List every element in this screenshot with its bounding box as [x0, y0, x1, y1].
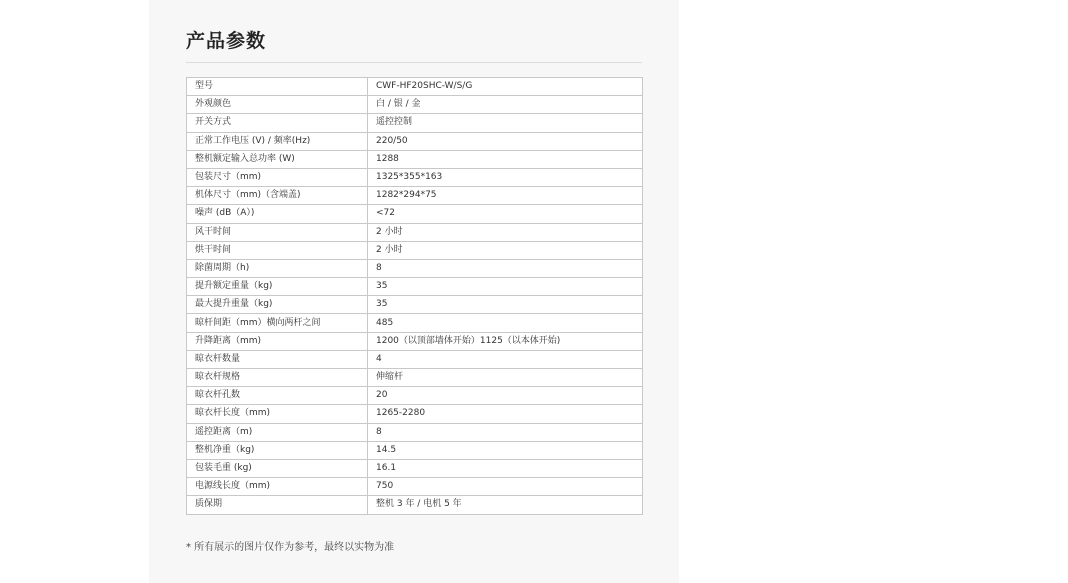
spec-value: 750 — [368, 478, 643, 496]
spec-label: 晾衣杆孔数 — [187, 387, 368, 405]
spec-value: 8 — [368, 423, 643, 441]
table-row — [187, 423, 643, 441]
table-row — [187, 278, 643, 296]
spec-value: 14.5 — [368, 441, 643, 459]
spec-label: 外观颜色 — [187, 96, 368, 114]
table-row — [187, 332, 643, 350]
spec-value: 35 — [368, 278, 643, 296]
spec-value: 4 — [368, 350, 643, 368]
table-row — [187, 314, 643, 332]
table-row — [187, 205, 643, 223]
spec-label: 整机净重（kg) — [187, 441, 368, 459]
spec-label: 烘干时间 — [187, 241, 368, 259]
spec-label: 风干时间 — [187, 223, 368, 241]
spec-value: 8 — [368, 259, 643, 277]
spec-label: 升降距离（mm) — [187, 332, 368, 350]
spec-value: 1288 — [368, 150, 643, 168]
spec-value: 整机 3 年 / 电机 5 年 — [368, 496, 643, 514]
table-row — [187, 496, 643, 514]
spec-label: 遥控距离（m) — [187, 423, 368, 441]
spec-value: 485 — [368, 314, 643, 332]
table-row — [187, 441, 643, 459]
spec-label: 最大提升重量（kg) — [187, 296, 368, 314]
spec-value: 1325*355*163 — [368, 168, 643, 186]
table-row — [187, 296, 643, 314]
spec-value: 遥控控制 — [368, 114, 643, 132]
title-divider — [186, 62, 642, 63]
spec-label: 包装毛重 (kg) — [187, 459, 368, 477]
spec-value: 16.1 — [368, 459, 643, 477]
table-row — [187, 223, 643, 241]
page-title: 产品参数 — [186, 30, 267, 52]
table-row — [187, 405, 643, 423]
spec-label: 正常工作电压 (V) / 频率(Hz) — [187, 132, 368, 150]
spec-value: 20 — [368, 387, 643, 405]
spec-value: 220/50 — [368, 132, 643, 150]
spec-label: 机体尺寸（mm)（含端盖) — [187, 187, 368, 205]
spec-label: 晾杆间距（mm）横向两杆之间 — [187, 314, 368, 332]
table-row — [187, 168, 643, 186]
table-row — [187, 150, 643, 168]
spec-label: 包装尺寸（mm) — [187, 168, 368, 186]
spec-label: 除菌周期（h) — [187, 259, 368, 277]
spec-label: 整机额定输入总功率 (W) — [187, 150, 368, 168]
spec-value: 1265-2280 — [368, 405, 643, 423]
spec-label: 型号 — [187, 78, 368, 96]
spec-value: 1282*294*75 — [368, 187, 643, 205]
table-row — [187, 114, 643, 132]
spec-label: 晾衣杆规格 — [187, 369, 368, 387]
spec-label: 电源线长度（mm) — [187, 478, 368, 496]
spec-table — [186, 77, 643, 515]
table-row — [187, 78, 643, 96]
spec-value: 伸缩杆 — [368, 369, 643, 387]
table-row — [187, 96, 643, 114]
spec-value: 2 小时 — [368, 223, 643, 241]
spec-value: 1200（以顶部墙体开始）1125（以本体开始) — [368, 332, 643, 350]
spec-label: 晾衣杆数量 — [187, 350, 368, 368]
table-row — [187, 187, 643, 205]
table-row — [187, 478, 643, 496]
table-row — [187, 350, 643, 368]
disclaimer-footnote: * 所有展示的图片仅作为参考，最终以实物为准 — [186, 542, 395, 553]
spec-value: 白 / 银 / 金 — [368, 96, 643, 114]
table-row — [187, 387, 643, 405]
table-row — [187, 259, 643, 277]
spec-value: <72 — [368, 205, 643, 223]
table-row — [187, 132, 643, 150]
table-row — [187, 241, 643, 259]
spec-label: 质保期 — [187, 496, 368, 514]
spec-label: 晾衣杆长度（mm) — [187, 405, 368, 423]
table-row — [187, 459, 643, 477]
spec-label: 开关方式 — [187, 114, 368, 132]
spec-value: 35 — [368, 296, 643, 314]
spec-label: 噪声 (dB（A）) — [187, 205, 368, 223]
spec-value: CWF-HF20SHC-W/S/G — [368, 78, 643, 96]
spec-value: 2 小时 — [368, 241, 643, 259]
spec-table-body — [187, 78, 643, 515]
table-row — [187, 369, 643, 387]
spec-label: 提升额定重量（kg) — [187, 278, 368, 296]
